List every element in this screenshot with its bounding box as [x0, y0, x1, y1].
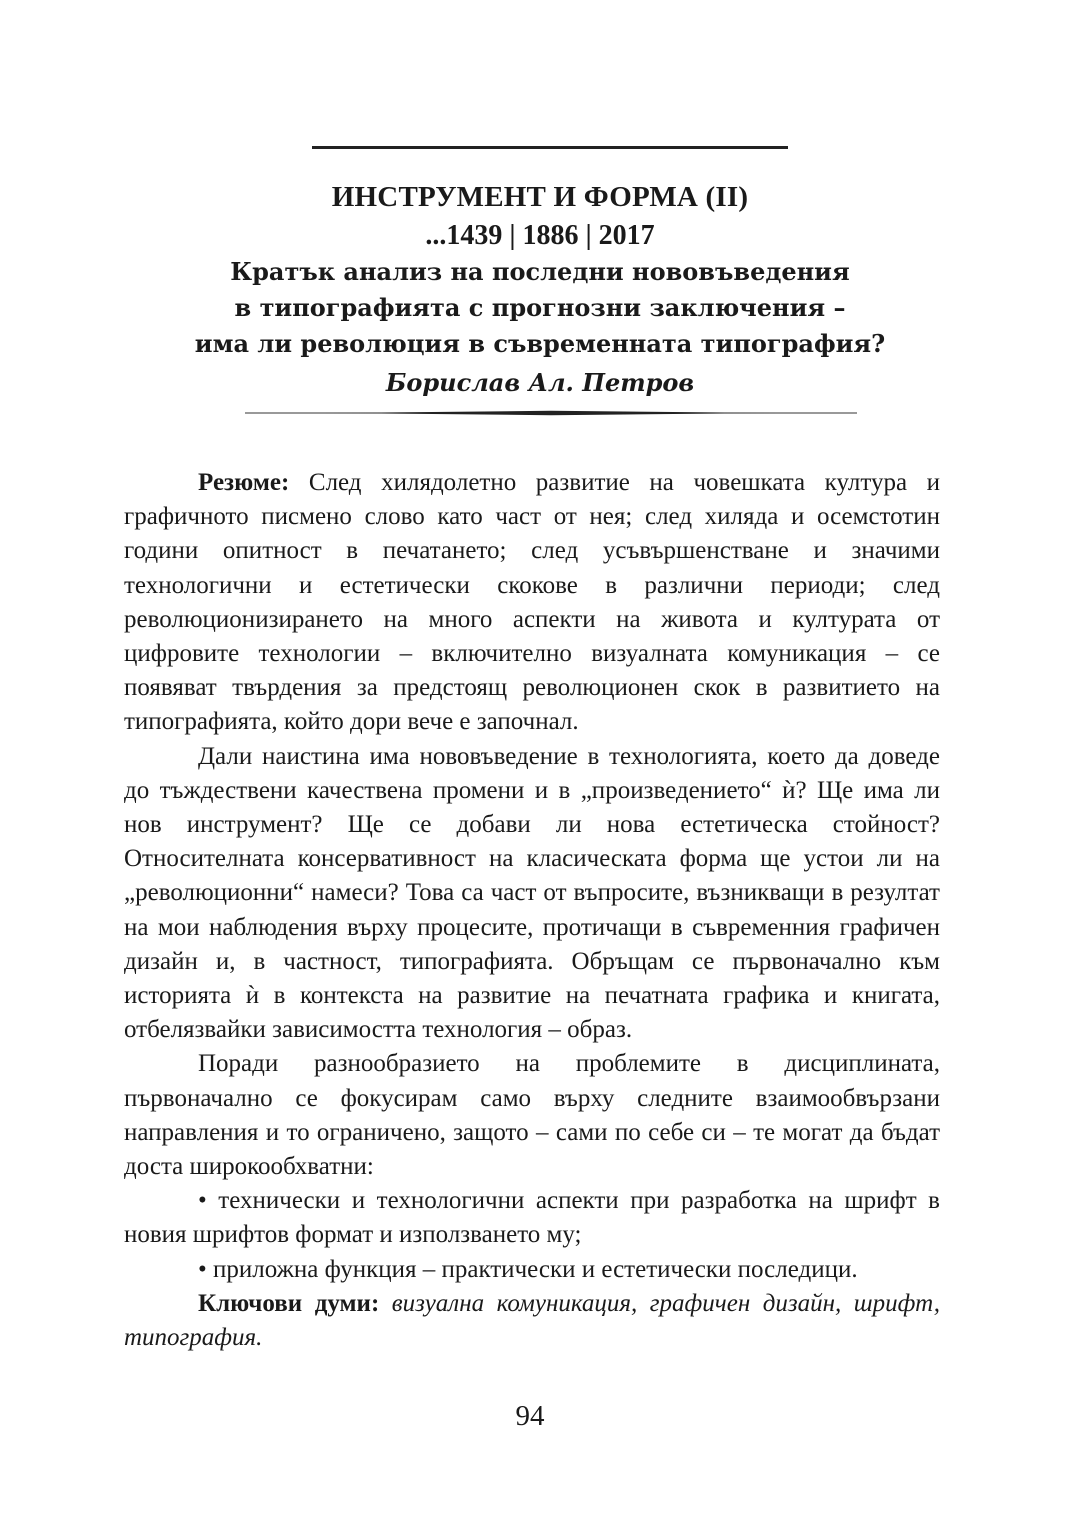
abstract-label: Резюме:: [198, 469, 290, 496]
ornamental-divider-rule: [245, 410, 857, 416]
article-years: ...1439 | 1886 | 2017: [425, 220, 655, 251]
subtitle-line: в типографията с прогнозни заключения –: [234, 293, 846, 322]
article-subtitle: [140, 254, 940, 362]
article-title: ИНСТРУМЕНТ И ФОРМА (II): [331, 181, 749, 213]
keywords-label: Ключови думи:: [198, 1289, 380, 1317]
list-item: • технически и технологични аспекти при разработка на шрифт в новия шрифтов формат и използването му;: [124, 1187, 940, 1249]
subtitle-line: има ли революция в съвременната типография?: [194, 329, 886, 358]
keywords-paragraph: [124, 1287, 940, 1355]
article-header: [140, 178, 940, 402]
abstract-paragraph: Дали наистина има нововъведение в технологията, което да доведе до тъждествени качествена промени и в „произведението“ ѝ? Ще има ли нов инструмент? Ще се добави ли нова естетическа стойност? Относителната консервативност на класическата форма ще устои ли на „революционни“ намеси? Това са част от въпросите, възникващи в резултат на мои наблюдения върху процесите, протичащи в съвременния графичен дизайн и, в частност, типографията. Обръщам се първоначално към историята ѝ в контекста на развитие на печатната графика и книгата, отбелязвайки зависимостта технология – образ.: [124, 742, 940, 1044]
article-author: Борислав Ал. Петров: [385, 368, 695, 397]
abstract-body: [124, 466, 940, 1355]
keywords-text: визуална комуникация, графичен дизайн, шрифт, типография.: [124, 1289, 941, 1352]
subtitle-line: Кратък анализ на последни нововъведения: [230, 257, 850, 286]
abstract-paragraph: Поради разнообразието на проблемите в дисциплината, първоначално се фокусирам само върху следните взаимообвързани направления и то ограничено, защото – сами по себе си – те могат да бъдат доста широкообхватни:: [124, 1050, 940, 1181]
abstract-paragraph: [124, 466, 940, 740]
top-divider-rule: [312, 146, 788, 149]
page-number: 94: [515, 1400, 545, 1432]
abstract-paragraph-text: След хилядолетно развитие на човешката култура и графичното писмено слово като част от нея; след хиляда и осемстотин години опитност в печатането; след усъвършенстване и значими технологични и естетически скокове в различни периоди; след революционизирането на много аспекти на живота и културата от цифровите технологии – включително визуалната комуникация – се появяват твърдения за предстоящ революционен скок в развитието на типографията, който дори вече е започнал.: [124, 469, 940, 736]
list-item: • приложна функция – практически и естетически последици.: [198, 1255, 858, 1283]
